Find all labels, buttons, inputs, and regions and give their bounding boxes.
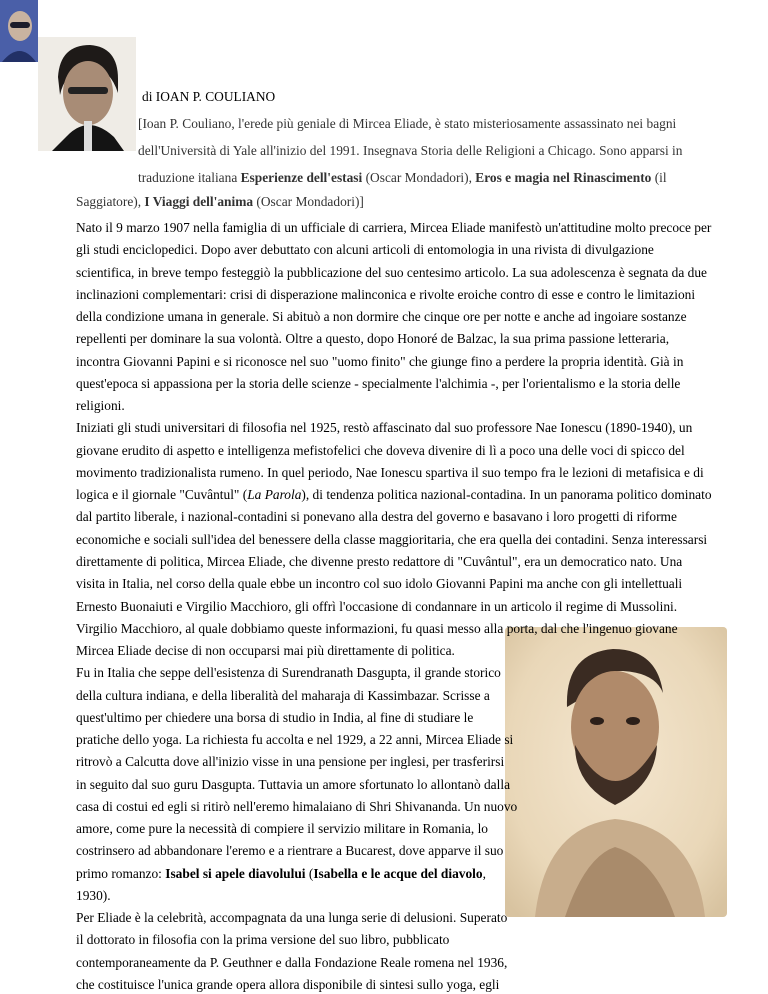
- portrait-small-icon: [0, 0, 38, 62]
- note-line-1: [Ioan P. Couliano, l'erede più geniale di Mircea Eliade, è stato misteriosamente assassinato nei bagni: [138, 116, 677, 131]
- note-line-2: dell'Università di Yale all'inizio del 1991. Insegnava Storia delle Religioni a Chicago. Sono apparsi in: [138, 143, 683, 158]
- body-line: scientifica, in breve tempo festeggiò la pubblicazione del suo centesimo articolo. La sua adolescenza è segnata da due: [76, 265, 707, 280]
- body-line: pratiche dello yoga. La richiesta fu accolta e nel 1929, a 22 anni, Mircea Eliade si: [76, 732, 514, 747]
- italic-title: La Parola: [247, 487, 302, 502]
- body-line: movimento tradizionalista rumeno. In quel periodo, Nae Ionescu spartiva il suo tempo fra le lezioni di metafisica e di: [76, 465, 704, 480]
- note-line-3: traduzione italiana Esperienze dell'estasi (Oscar Mondadori), Eros e magia nel Rinascimento (il: [138, 170, 667, 185]
- body-line: Nato il 9 marzo 1907 nella famiglia di un ufficiale di carriera, Mircea Eliade manifestò un'attitudine molto precoce per: [76, 220, 712, 235]
- body-line: gli studi enciclopedici. Dopo aver debuttato con alcuni articoli di entomologia in una rivista di divulgazione: [76, 242, 654, 257]
- book-title: I Viaggi dell'anima: [144, 194, 254, 209]
- body-line: incontra Giovanni Papini e si riconosce nel suo "uomo finito" che giunge fino a perdere la propria identità. Già in: [76, 354, 684, 369]
- body-line: logica e il giornale "Cuvântul" (La Parola), di tendenza politica nazional-contadina. In un panorama politico dominato: [76, 487, 712, 502]
- book-title: Esperienze dell'estasi: [240, 170, 363, 185]
- body-line: giovane erudito di aspetto e intelligenza mefistofelici che doveva divenire di lì a poco una delle voci di spicco del: [76, 443, 685, 458]
- note-line-4: Saggiatore), I Viaggi dell'anima (Oscar Mondadori)]: [76, 194, 364, 209]
- byline: di IOAN P. COULIANO: [142, 89, 276, 104]
- couliano-portrait-icon: [38, 37, 136, 151]
- body-line: dal partito liberale, i nazional-contadini si ponevano alla destra del governo e basavano i loro progetti di riforme: [76, 509, 677, 524]
- body-line: Iniziati gli studi universitari di filosofia nel 1925, restò affascinato dal suo professore Nae Ionescu (1890-1940), un: [76, 420, 693, 435]
- body-line: Ernesto Buonaiuti e Virgilio Macchioro, gli offrì l'occasione di condannare in un articolo il regime di Mussolini.: [76, 599, 678, 614]
- novel-title-translation: Isabella e le acque del diavolo: [313, 866, 483, 881]
- body-line: casa di costui ed egli si ritirò nell'eremo himalaiano di Shri Shivananda. Un nuovo: [76, 799, 518, 814]
- body-line: Virgilio Macchioro, al quale dobbiamo queste informazioni, fu quasi messo alla porta, dal che l'ingenuo giovane: [76, 621, 678, 636]
- body-line: primo romanzo: Isabel si apele diavolului (Isabella e le acque del diavolo,: [76, 866, 486, 881]
- body-line: della condizione umana in generale. Si abituò a non dormire che cinque ore per notte e anche ad ingoiare sostanze: [76, 309, 687, 324]
- body-line: Per Eliade è la celebrità, accompagnata da una lunga serie di delusioni. Superato: [76, 910, 508, 925]
- eliade-portrait-icon: [505, 627, 727, 917]
- body-line: della cultura indiana, e della liberalità del maharaja di Kassimbazar. Scrisse a: [76, 688, 490, 703]
- body-line: 1930).: [76, 888, 111, 903]
- body-line: economiche e sociali sull'idea del benessere della classe maggioritaria, che era quella dei contadini. Senza interessarsi: [76, 532, 708, 547]
- novel-title: Isabel si apele diavolului: [165, 866, 306, 881]
- body-line: il dottorato in filosofia con la prima versione del suo libro, pubblicato: [76, 932, 450, 947]
- body-line: Mircea Eliade decise di non occuparsi mai più direttamente di politica.: [76, 643, 455, 658]
- body-line: costrinsero ad abbandonare l'eremo e a rientrare a Bucarest, dove apparve il suo: [76, 843, 504, 858]
- body-line: in seguito dal suo guru Dasgupta. Tuttavia un amore sfortunato lo allontanò dalla: [76, 777, 511, 792]
- body-line: che costituisce l'unica grande opera allora disponibile di sintesi sullo yoga, egli: [76, 977, 500, 992]
- body-line: inclinazioni complementari: crisi di disperazione malinconica e rivolte eroiche contro di esse e contro le limitazioni: [76, 287, 696, 302]
- body-line: ritrovò a Calcutta dove all'inizio visse in una pensione per inglesi, per trasferirsi: [76, 754, 505, 769]
- body-line: repellenti per dominare la sua volontà. Oltre a questo, dopo Honoré de Balzac, la sua prima passione letteraria,: [76, 331, 670, 346]
- body-line: visita in Italia, nel corso della quale ebbe un incontro col suo idolo Giovanni Papini ma anche con gli intellettuali: [76, 576, 683, 591]
- body-line: quest'ultimo per chiedere una borsa di studio in India, al fine di studiare le: [76, 710, 474, 725]
- book-title: Eros e magia nel Rinascimento: [475, 170, 652, 185]
- body-line: Fu in Italia che seppe dell'esistenza di Surendranath Dasgupta, il grande storico: [76, 665, 501, 680]
- body-line: amore, come pure la necessità di compiere il servizio militare in Romania, lo: [76, 821, 488, 836]
- body-line: quest'epoca si appassiona per la storia delle scienze - specialmente l'alchimia -, per l'orientalismo e la storia delle: [76, 376, 681, 391]
- body-line: contemporaneamente da P. Geuthner e dalla Fondazione Reale romena nel 1936,: [76, 955, 508, 970]
- body-line: religioni.: [76, 398, 125, 413]
- body-line: direttamente di politica, Mircea Eliade, che divenne presto redattore di "Cuvântul", era un democratico nato. Una: [76, 554, 683, 569]
